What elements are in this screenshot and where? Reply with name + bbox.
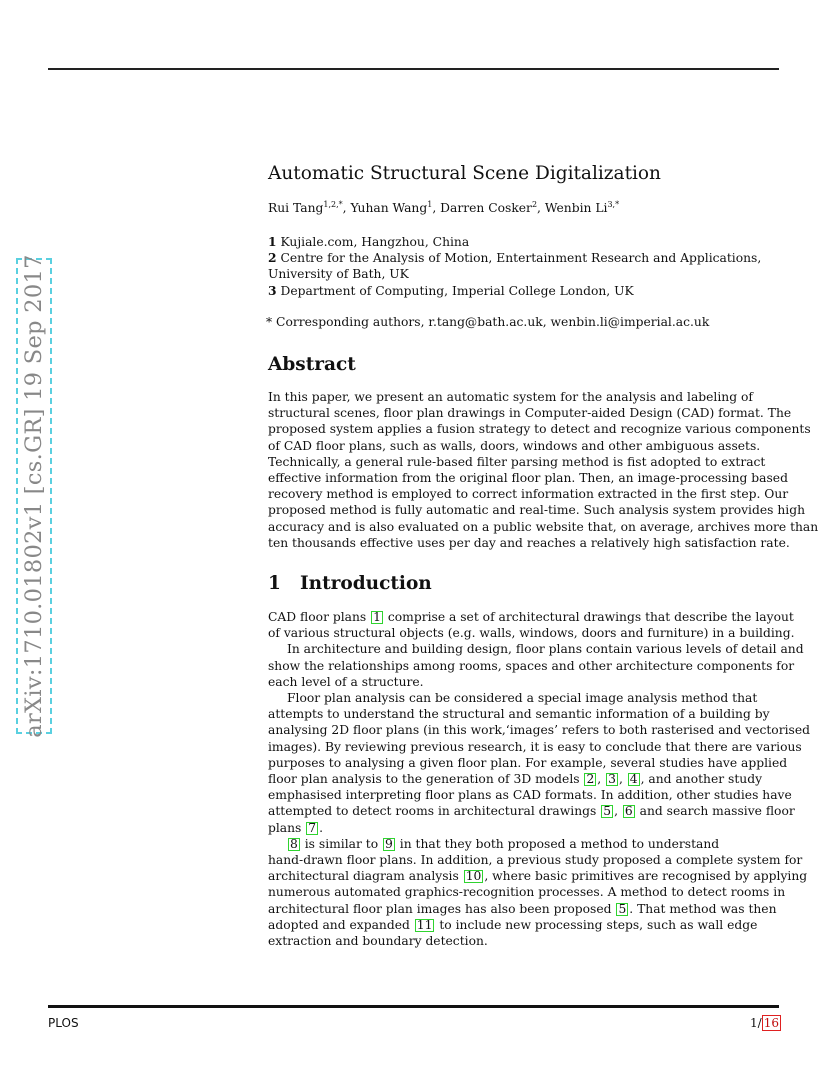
section-heading-introduction xyxy=(268,573,782,594)
paragraph-line xyxy=(268,884,786,900)
citation-link[interactable]: 9 xyxy=(385,836,393,851)
paragraph-line xyxy=(268,917,782,933)
abstract-line: structural scenes, floor plan drawings in Computer-aided Design (CAD) format. The xyxy=(268,406,792,421)
text-run: numerous automated graphics-recognition processes. A method to detect rooms in xyxy=(268,885,786,900)
text-run: to include new processing steps, such as wall edge xyxy=(435,917,758,932)
introduction-body xyxy=(268,609,810,949)
affiliation-line xyxy=(268,283,782,299)
affiliations xyxy=(268,234,782,299)
text-run: purposes to analysing a given floor plan. For example, several studies have applied xyxy=(268,755,788,770)
text-run: CAD floor plans xyxy=(268,610,371,624)
paragraph-line xyxy=(268,755,788,771)
paragraph-line xyxy=(268,706,782,722)
affiliation-number: 1 xyxy=(268,234,277,249)
current-page: 1 xyxy=(750,1016,758,1030)
text-run: show the relationships among rooms, spaces and other architecture components for xyxy=(268,658,795,673)
abstract-line: recovery method is employed to correct information extracted in the first step. Our xyxy=(268,487,789,502)
citation-link[interactable]: 8 xyxy=(290,836,298,851)
citation-link[interactable]: 1 xyxy=(373,610,381,624)
text-run: analysing 2D floor plans (in this work,‘images’ refers to both rasterised and vectorised xyxy=(268,723,810,738)
text-run: comprise a set of architectural drawings that describe the layout xyxy=(383,610,794,624)
text-run: each level of a structure. xyxy=(268,674,424,689)
abstract-line: proposed system applies a fusion strategy to detect and recognize various components xyxy=(268,422,811,437)
paragraph-line xyxy=(268,787,792,803)
abstract-line: of CAD floor plans, such as walls, doors, windows and other ambiguous assets. xyxy=(268,438,761,453)
paragraph-line xyxy=(268,739,802,755)
author-name: Wenbin Li xyxy=(544,201,608,215)
citation-link[interactable]: 5 xyxy=(618,901,627,916)
text-run: of various structural objects (e.g. walls, windows, doors and furniture) in a building. xyxy=(268,626,795,641)
affiliation-line xyxy=(268,234,782,250)
text-run: hand-drawn floor plans. In addition, a previous study proposed a complete system for xyxy=(268,853,803,868)
text-run: , xyxy=(618,772,627,787)
author-affiliation-mark: 1,2,* xyxy=(323,200,343,209)
paragraph-line xyxy=(268,641,804,657)
abstract-line: Technically, a general rule-based filter parsing method is fist adopted to extract xyxy=(268,454,766,469)
citation-link[interactable]: 6 xyxy=(624,804,633,819)
abstract-line: ten thousands effective uses per day and reaches a relatively high satisfaction rate. xyxy=(268,535,790,550)
text-run: emphasised interpreting floor plans as CAD formats. In addition, other studies have xyxy=(268,788,792,803)
author-affiliation-mark: 2 xyxy=(531,200,538,209)
citation-link[interactable]: 3 xyxy=(608,772,616,787)
affiliation-number: 3 xyxy=(268,282,277,298)
section-number: 1 xyxy=(268,573,281,594)
author-name: Darren Cosker xyxy=(440,201,532,215)
text-run: and search massive floor xyxy=(635,804,795,819)
text-run: , where basic primitives are recognised by applying xyxy=(484,869,808,884)
paragraph-line xyxy=(268,625,795,641)
affiliation-text: Kujiale.com, Hangzhou, China xyxy=(280,235,470,249)
paragraph-line xyxy=(268,901,782,917)
journal-name: PLOS xyxy=(48,1016,79,1030)
paragraph-line xyxy=(268,722,810,738)
paragraph-line xyxy=(268,690,782,706)
citation-link[interactable]: 4 xyxy=(629,772,638,787)
total-pages-link[interactable]: 16 xyxy=(763,1016,779,1030)
citation-link[interactable]: 11 xyxy=(416,917,433,932)
paragraph-line xyxy=(268,868,808,884)
paragraph-line xyxy=(268,836,782,852)
affiliation-line xyxy=(268,266,782,282)
paragraph-line xyxy=(268,820,782,836)
page-number: 1/ 16 xyxy=(750,1016,779,1030)
text-run: plans xyxy=(268,820,306,835)
abstract-line: proposed method is fully automatic and real-time. Such analysis system provides high xyxy=(268,503,806,518)
paragraph-line xyxy=(268,609,794,625)
abstract-line: accuracy and is also evaluated on a public website that, on average, archives more than xyxy=(268,519,819,534)
text-run: Floor plan analysis can be considered a special image analysis method that xyxy=(287,691,758,706)
author-name: Rui Tang xyxy=(268,201,324,215)
text-run: architectural diagram analysis xyxy=(268,869,463,884)
paper-title: Automatic Structural Scene Digitalization xyxy=(268,163,661,184)
arxiv-stamp[interactable] xyxy=(16,254,52,738)
text-run: , xyxy=(614,804,622,819)
paragraph-line xyxy=(268,674,782,690)
citation-link[interactable]: 2 xyxy=(586,772,595,787)
text-run: floor plan analysis to the generation of 3D models xyxy=(268,772,584,787)
affiliation-text: Centre for the Analysis of Motion, Entertainment Research and Applications, xyxy=(280,251,762,266)
correspondence-note: * Corresponding authors, r.tang@bath.ac.uk, wenbin.li@imperial.ac.uk xyxy=(266,315,710,329)
abstract-body xyxy=(268,389,819,551)
abstract-line: In this paper, we present an automatic system for the analysis and labeling of xyxy=(268,390,753,404)
text-run: , and another study xyxy=(640,772,763,787)
citation-link[interactable]: 10 xyxy=(465,869,482,884)
text-run: . That method was then xyxy=(629,901,777,916)
paragraph-line xyxy=(268,933,782,949)
text-run: attempted to detect rooms in architectural drawings xyxy=(268,804,601,819)
paragraph-line xyxy=(268,658,795,674)
bottom-rule xyxy=(48,1005,779,1008)
text-run: In architecture and building design, floor plans contain various levels of detail and xyxy=(287,642,804,657)
author-list: Rui Tang$^{1,2,*}$, Yuhan Wang$^1$, Darren Cosker$^2$, Wenbin $Li^{3,*}$ xyxy=(268,200,620,215)
text-run: , xyxy=(597,772,606,787)
abstract-heading: Abstract xyxy=(268,354,356,375)
paragraph-line xyxy=(268,852,803,868)
text-run: in that they both proposed a method to understand xyxy=(395,836,720,851)
author-name: Yuhan Wang xyxy=(350,201,428,215)
text-run: adopted and expanded xyxy=(268,917,414,932)
text-run: is similar to xyxy=(300,836,383,851)
author-affiliation-mark: 3,* xyxy=(607,200,620,209)
author-affiliation-mark: 1 xyxy=(427,200,433,209)
citation-link[interactable]: 5 xyxy=(603,804,612,819)
text-run: images). By reviewing previous research, it is easy to conclude that there are various xyxy=(268,739,802,754)
citation-link[interactable]: 7 xyxy=(308,820,317,835)
affiliation-text: University of Bath, UK xyxy=(268,267,409,282)
paragraph-line xyxy=(268,771,782,787)
text-run: extraction and boundary detection. xyxy=(268,934,488,949)
text-run: . xyxy=(319,820,324,835)
paragraph-line xyxy=(268,803,795,819)
section-title: Introduction xyxy=(300,573,432,594)
text-run: architectural floor plan images has also been proposed xyxy=(268,901,616,916)
affiliation-text: Department of Computing, Imperial College London, UK xyxy=(280,283,634,298)
abstract-line: effective information from the original floor plan. Then, an image-processing based xyxy=(268,471,788,486)
affiliation-line xyxy=(268,250,782,266)
text-run: attempts to understand the structural and semantic information of a building by xyxy=(268,707,770,722)
top-rule xyxy=(48,68,779,70)
arxiv-stamp-text: arXiv:1710.01802v1 [cs.GR] 19 Sep 2017 xyxy=(21,254,47,738)
affiliation-number: 2 xyxy=(268,250,277,266)
